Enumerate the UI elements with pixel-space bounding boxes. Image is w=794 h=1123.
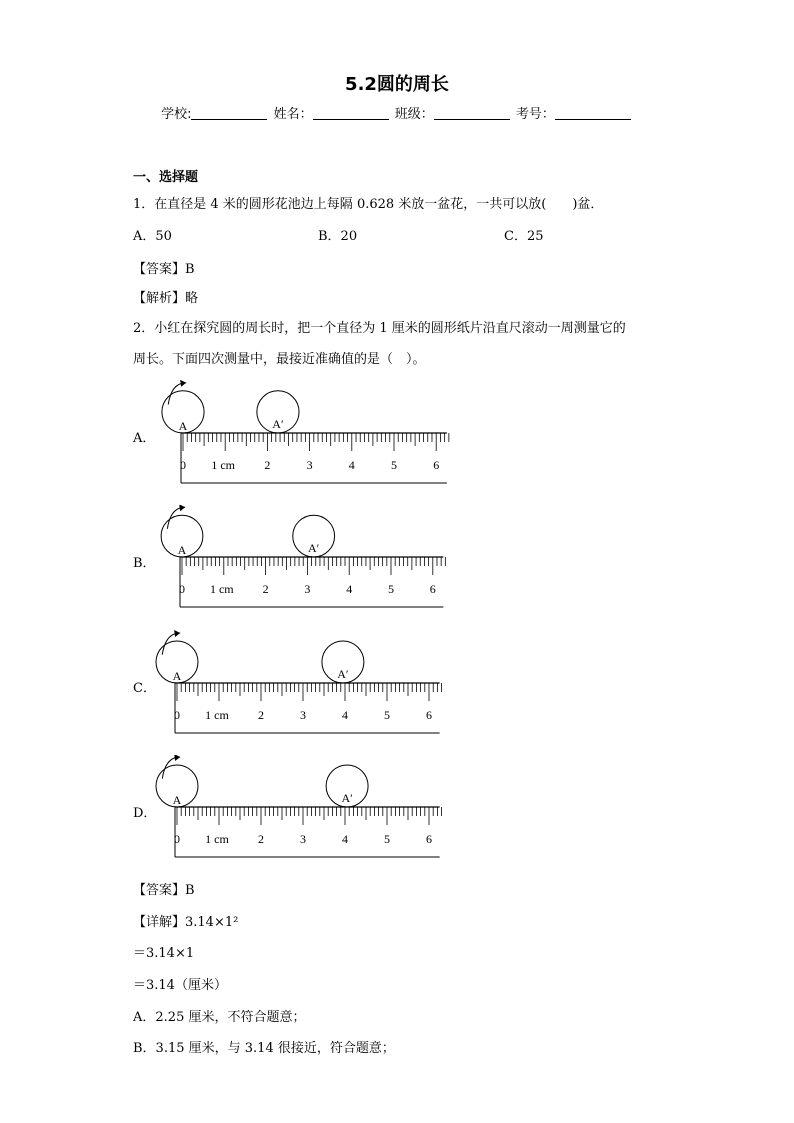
page-title: 5.2圆的周长: [345, 74, 449, 95]
ruler-label: 5: [384, 832, 390, 846]
ruler-label: 6: [429, 582, 436, 596]
q2-figure-d: [152, 755, 452, 865]
q1-analysis: 【解析】略: [133, 291, 199, 306]
arrowhead-icon: [174, 755, 180, 761]
ruler-label: 4: [342, 708, 348, 722]
ruler-label: 1 cm: [211, 458, 236, 472]
class-blank[interactable]: [434, 107, 510, 120]
rolling-arrow-icon: [167, 507, 185, 529]
ruler-label: 3: [300, 708, 306, 722]
ruler-label: 2: [258, 708, 264, 722]
ruler-label: 4: [346, 582, 353, 596]
ruler-label: 6: [433, 458, 440, 472]
ruler-label: 3: [300, 832, 306, 846]
ruler-label: 5: [391, 458, 397, 472]
ruler-label: 4: [348, 458, 355, 472]
q1-option-c: C．25: [504, 229, 544, 244]
start-circle-label: A: [178, 419, 188, 433]
school-label: 学校:: [161, 107, 192, 122]
name-blank[interactable]: [313, 107, 389, 120]
ruler-label: 2: [262, 582, 269, 596]
q2-figure-a: [155, 380, 455, 490]
ruler-label: 2: [264, 458, 271, 472]
number-blank[interactable]: [555, 107, 631, 120]
ruler-label: 4: [342, 832, 348, 846]
arrowhead-icon: [180, 380, 186, 387]
start-circle-label: A: [172, 669, 182, 683]
q2-explain-a: A．2.25 厘米，不符合题意；: [133, 1010, 306, 1025]
q2-figure-c: [152, 630, 452, 740]
ruler-label: 0: [174, 708, 180, 722]
ruler-label: 1 cm: [205, 708, 229, 722]
ruler-label: 2: [258, 832, 264, 846]
ruler-label: 1 cm: [209, 582, 234, 596]
q2-option-label-b: B．: [133, 556, 156, 571]
section-heading: 一、选择题: [133, 170, 199, 185]
q2-detail: 【详解】3.14×1²: [133, 915, 239, 930]
arrowhead-icon: [174, 630, 180, 637]
start-circle-label: A: [177, 543, 187, 557]
q1-answer: 【答案】B: [133, 262, 195, 277]
rolling-arrow-icon: [162, 633, 180, 655]
school-blank[interactable]: [191, 107, 267, 120]
start-circle-label: A: [172, 793, 182, 807]
end-circle-label: A′: [337, 667, 349, 681]
rolling-arrow-icon: [162, 757, 180, 779]
ruler-label: 6: [426, 832, 432, 846]
question-1-text: 1．在直径是 4 米的圆形花池边上每隔 0.628 米放一盆花，一共可以放( )盆．: [133, 197, 604, 212]
q2-step2: ＝3.14（厘米）: [133, 978, 227, 993]
ruler-label: 1 cm: [205, 832, 229, 846]
ruler-label: 3: [304, 582, 311, 596]
class-label: 班级：: [394, 107, 434, 122]
ruler-label: 5: [384, 708, 390, 722]
end-circle-label: A′: [341, 791, 353, 805]
ruler-label: 3: [306, 458, 313, 472]
q2-option-label-c: C．: [133, 681, 156, 696]
arrowhead-icon: [179, 505, 185, 511]
name-label: 姓名：: [273, 107, 313, 122]
q2-option-label-a: A．: [133, 431, 156, 446]
question-2-text-line2: 周长。下面四次测量中，最接近准确值的是（ ）。: [133, 352, 426, 367]
ruler-label: 0: [180, 458, 186, 472]
q2-answer: 【答案】B: [133, 883, 195, 898]
q1-option-a: A．50: [133, 229, 172, 244]
end-circle-label: A′: [308, 541, 320, 555]
q2-explain-b: B．3.15 厘米，与 3.14 很接近，符合题意；: [133, 1041, 395, 1056]
q2-figure-b: [155, 505, 455, 615]
q1-option-b: B．20: [318, 229, 358, 244]
ruler-label: 6: [426, 708, 432, 722]
ruler-label: 5: [388, 582, 394, 596]
student-info-line: [0, 103, 794, 122]
rolling-arrow-icon: [168, 383, 186, 405]
question-2-text-line1: 2．小红在探究圆的周长时，把一个直径为 1 厘米的圆形纸片沿直尺滚动一周测量它的: [133, 321, 626, 336]
end-circle-label: A′: [272, 417, 284, 431]
q2-step1: ＝3.14×1: [133, 946, 195, 961]
q2-option-label-d: D．: [133, 806, 157, 821]
number-label: 考号：: [515, 107, 555, 122]
ruler-label: 0: [179, 582, 185, 596]
ruler-label: 0: [174, 832, 180, 846]
